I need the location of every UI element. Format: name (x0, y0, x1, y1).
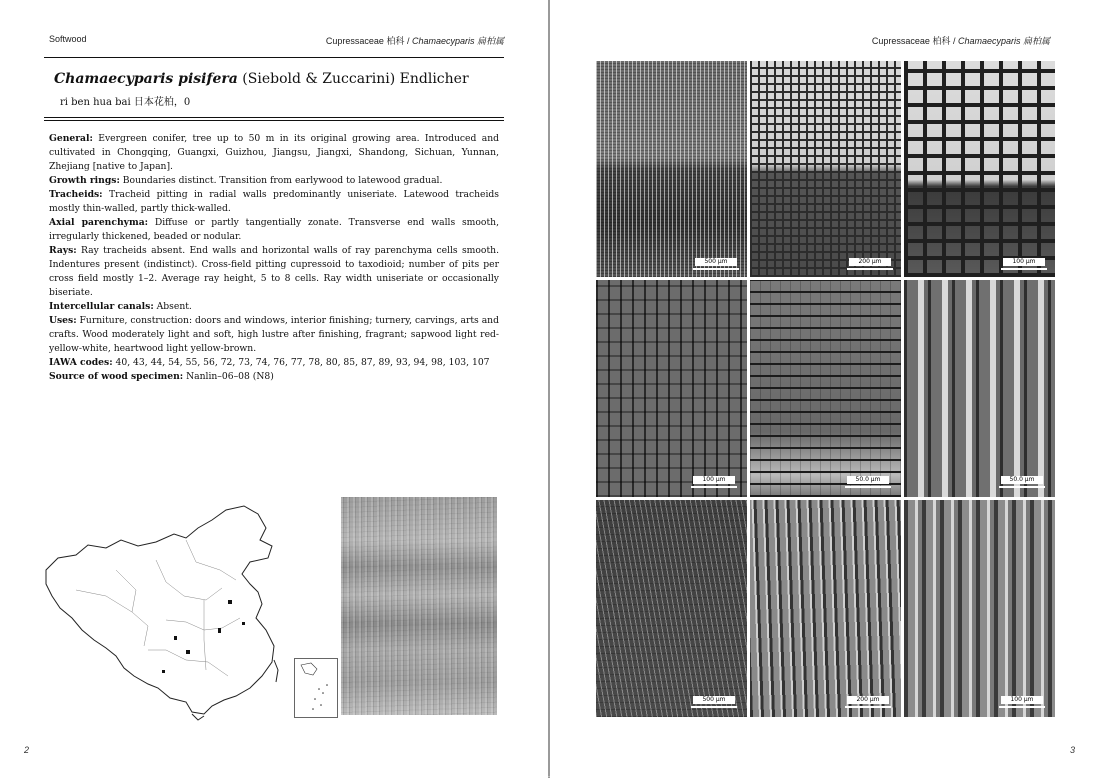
running-head-family: Cupressaceae 柏科 (325, 36, 405, 46)
description-paragraph (49, 314, 499, 356)
description-label: Source of wood specimen: (49, 371, 184, 382)
header-rule (44, 57, 504, 58)
description-paragraph (49, 300, 499, 314)
scale-bar (1001, 258, 1047, 271)
scale-bar (691, 476, 737, 489)
scale-bar-line (999, 486, 1045, 488)
scale-bar-label: 200 μm (849, 258, 891, 266)
micrograph-cross-section-1 (596, 61, 747, 277)
description-text: Tracheid pitting in radial walls predominantly uniseriate. Latewood tracheids mostly thin-walled, partly thick-walled. (49, 189, 499, 214)
species-binomial: Chamaecyparis pisifera (54, 71, 238, 87)
description-text: Boundaries distinct. Transition from earlywood to latewood gradual. (119, 175, 443, 186)
species-title (54, 71, 469, 87)
scale-bar (691, 696, 737, 709)
south-china-sea-inset-map (294, 658, 338, 718)
scale-bar-line (691, 706, 737, 708)
scale-bar-label: 500 μm (695, 258, 737, 266)
description-text: Evergreen conifer, tree up to 50 m in its original growing area. Introduced and cultivated in Chongqing, Guangxi, Guizhou, Jiangsu, Jiangxi, Shandong, Sichuan, Yunnan, Zhejiang [native to Japan]. (49, 133, 499, 172)
description-text: 40, 43, 44, 54, 55, 56, 72, 73, 74, 76, 77, 78, 80, 85, 87, 89, 93, 94, 98, 103, 107 (112, 357, 490, 368)
micrograph-radial-section-2 (750, 280, 901, 497)
description-label: Rays: (49, 245, 77, 256)
running-head-separator: / (950, 36, 958, 46)
description-paragraph (49, 356, 499, 370)
scale-bar-label: 200 μm (847, 696, 889, 704)
description-label: Uses: (49, 315, 77, 326)
micrograph-tangential-section-2 (750, 500, 901, 717)
scale-bar-label: 100 μm (693, 476, 735, 484)
description-label: IAWA codes: (49, 357, 113, 368)
page-number-right: 3 (1070, 745, 1076, 755)
scale-bar-line (845, 706, 891, 708)
description-paragraph (49, 174, 499, 188)
scale-bar-label: 500 μm (693, 696, 735, 704)
description-paragraph (49, 132, 499, 174)
micrograph-tangential-section-1 (596, 500, 747, 717)
running-head-right (326, 34, 504, 47)
scale-bar-line (693, 268, 739, 270)
scale-bar-label: 50.0 μm (847, 476, 889, 484)
description-label: Growth rings: (49, 175, 120, 186)
micrograph-cross-section-3 (904, 61, 1055, 277)
distribution-map (36, 500, 336, 722)
description-text: Nanlin–06–08 (N8) (183, 371, 274, 382)
scale-bar (693, 258, 739, 271)
running-head-separator: / (404, 36, 412, 46)
scale-bar-label: 100 μm (1003, 258, 1045, 266)
scale-bar-label: 100 μm (1001, 696, 1043, 704)
running-head-genus: Chamaecyparis 扁柏属 (411, 36, 504, 46)
scale-bar-line (999, 706, 1045, 708)
species-common-name: ri ben hua bai 日本花柏，0 (60, 97, 191, 108)
description-label: Axial parenchyma: (49, 217, 149, 228)
running-head-family: Cupressaceae 柏科 (871, 36, 951, 46)
description-text: Diffuse or partly tangentially zonate. Transverse end walls smooth, irregularly thickened, beaded or nodular. (49, 217, 499, 242)
species-description (49, 132, 499, 384)
scale-bar (999, 696, 1045, 709)
description-paragraph (49, 188, 499, 216)
scale-bar-line (847, 268, 893, 270)
title-rule-top (44, 117, 504, 118)
description-paragraph (49, 370, 499, 384)
scale-bar-line (691, 486, 737, 488)
description-paragraph (49, 244, 499, 300)
scale-bar (847, 258, 893, 271)
wood-surface-photo (341, 497, 497, 715)
description-label: Tracheids: (49, 189, 103, 200)
running-head-left: Softwood (49, 34, 87, 44)
running-head-genus: Chamaecyparis 扁柏属 (957, 36, 1050, 46)
page-number-left: 2 (24, 745, 30, 755)
micrograph-radial-section-3 (904, 280, 1055, 497)
description-label: General: (49, 133, 93, 144)
title-rule-bottom (44, 120, 504, 121)
scale-bar (845, 476, 891, 489)
micrograph-cross-section-2 (750, 61, 901, 277)
scale-bar (999, 476, 1045, 489)
description-text: Ray tracheids absent. End walls and horizontal walls of ray parenchyma cells smooth. Indentures present (indistinct). Cross-field pitting cupressoid to taxodioid; number of pits per cross field mostly 1–2. Average ray height, 5 to 8 cells. Ray width uniseriate or occasionally biseriate. (49, 245, 499, 298)
description-text: Furniture, construction: doors and windows, interior finishing; turnery, carvings, arts and crafts. Wood moderately light and soft, high lustre after finishing, fragrant; sapwood light red-yellow-white, heartwood light yellow-brown. (49, 315, 499, 354)
running-head-right-page (872, 34, 1050, 47)
description-text: Absent. (153, 301, 192, 312)
left-page (0, 0, 548, 778)
scale-bar (845, 696, 891, 709)
scale-bar-label: 50.0 μm (1001, 476, 1043, 484)
scale-bar-line (845, 486, 891, 488)
micrograph-radial-section-1 (596, 280, 747, 497)
description-paragraph (49, 216, 499, 244)
description-label: Intercellular canals: (49, 301, 154, 312)
species-authority: (Siebold & Zuccarini) Endlicher (237, 71, 469, 87)
right-page (550, 0, 1098, 778)
micrograph-tangential-section-3 (904, 500, 1055, 717)
scale-bar-line (1001, 268, 1047, 270)
